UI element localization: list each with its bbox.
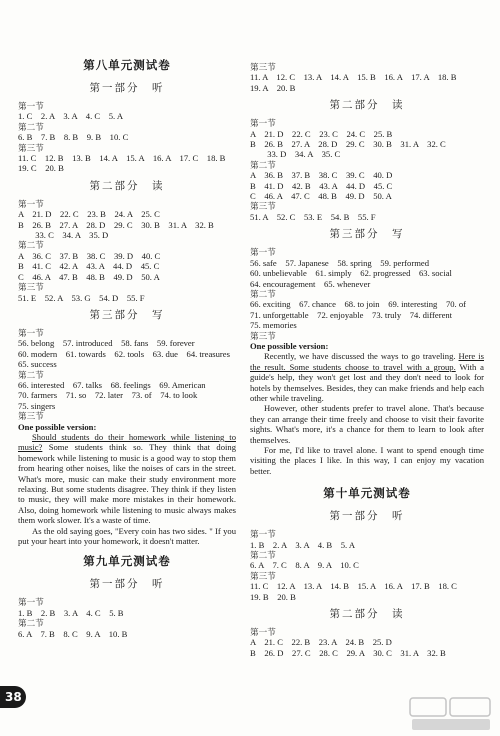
page-number: 38: [5, 690, 22, 704]
unit8-one-possible-version: One possible version:: [18, 421, 97, 432]
watermark-stamp-icon: [408, 696, 494, 732]
unit10-title: 第十单元测试卷: [323, 486, 411, 501]
section-label: 第一节: [250, 118, 276, 129]
answer-line: 64. encouragement 65. whenever: [250, 278, 371, 289]
section-label: 第三节: [250, 570, 276, 581]
unit9-section3-label: 第三节: [250, 330, 276, 341]
unit8-part3-answers: [18, 328, 236, 411]
unit8-essay-paragraph-1: [18, 432, 236, 526]
answer-line: B 26. B 27. A 28. D 29. C 30. B 31. A 32. C: [250, 139, 446, 150]
answer-line: 56. belong 57. introduced 58. fans 59. forever: [18, 338, 195, 349]
section-label: 第二节: [18, 618, 44, 629]
unit9-part1-answers: [18, 597, 236, 639]
answer-line: 51. A 52. C 53. E 54. B 55. F: [250, 211, 376, 222]
answer-line: 6. B 7. B 8. B 9. B 10. C: [18, 132, 129, 143]
section-label: 第一节: [250, 529, 276, 540]
unit8-section3-label: 第三节: [18, 411, 44, 422]
answer-line: 51. E 52. A 53. G 54. D 55. F: [18, 292, 145, 303]
answer-line: 1. B 2. B 3. A 4. C 5. B: [18, 607, 124, 618]
answer-line: 65. success: [18, 359, 57, 370]
section-label: 第一节: [18, 101, 44, 111]
answer-line: 56. safe 57. Japanese 58. spring 59. performed: [250, 257, 429, 268]
answer-line: 1. C 2. A 3. A 4. C 5. A: [18, 111, 124, 122]
unit9-part3-answers: [250, 247, 484, 330]
answer-line: 66. exciting 67. chance 68. to join 69. interesting 70. of: [250, 299, 466, 310]
section-label: 第三节: [18, 142, 44, 153]
answer-line: 11. C 12. B 13. B 14. A 15. A 16. A 17. C 18. B: [18, 153, 226, 164]
answer-line: 75. memories: [250, 320, 297, 331]
unit9-essay-paragraph-3: For me, I'd like to travel alone. I want to spend enough time visiting the places I like. In this way, I can enjoy my vacation better.: [250, 445, 484, 476]
answer-line: 11. C 12. A 13. A 14. B 15. A 16. A 17. B 18. C: [250, 581, 457, 592]
answer-line: B 41. D 42. B 43. A 44. D 45. C: [250, 180, 393, 191]
answer-line: 60. unbelievable 61. simply 62. progressed 63. social: [250, 268, 452, 279]
unit9-one-possible-version: One possible version:: [250, 340, 329, 351]
unit9-essay-p1-start: Recently, we have discussed the ways to go traveling.: [264, 351, 459, 362]
answer-line: 6. A 7. B 8. C 9. A 10. B: [18, 628, 128, 639]
answer-line: A 21. D 22. C 23. C 24. C 25. B: [250, 128, 393, 139]
section-label: 第二节: [18, 121, 44, 132]
section-label: 第三节: [18, 282, 44, 293]
section-label: 第二节: [18, 369, 44, 380]
answer-line: 70. farmers 71. so 72. later 73. of 74. to look: [18, 390, 198, 401]
answer-line: 19. C 20. B: [18, 163, 64, 174]
unit8-part1-title: 第一部分 听: [89, 82, 165, 94]
answer-line: C 46. A 47. B 48. B 49. D 50. A: [18, 271, 160, 282]
right-column: [250, 62, 484, 658]
unit10-part1-answers: [250, 529, 484, 602]
unit9-part2-title: 第二部分 读: [329, 99, 405, 112]
unit8-essay: [18, 432, 236, 546]
unit8-part2-title: 第二部分 读: [89, 179, 165, 192]
section-label: 第二节: [250, 159, 276, 170]
answer-line: A 21. D 22. C 23. B 24. A 25. C: [18, 209, 160, 220]
unit8-title: 第八单元测试卷: [83, 58, 171, 72]
unit8-part1-answers: [18, 101, 236, 174]
unit9-part1-title: 第一部分 听: [89, 578, 165, 591]
section-label: 第一节: [18, 597, 44, 608]
section-label: 第一节: [18, 198, 44, 209]
unit9-part1-section3-answers: [250, 62, 484, 93]
left-column: [18, 58, 236, 639]
answer-line: A 36. C 37. B 38. C 39. D 40. C: [18, 250, 161, 261]
answer-line: B 26. B 27. A 28. D 29. C 30. B 31. A 32. B: [18, 219, 214, 230]
answer-line: 75. singers: [18, 400, 56, 411]
answer-line: 33. D 34. A 35. C: [250, 149, 341, 160]
section-label: 第二节: [250, 550, 276, 561]
section-label: 第二节: [250, 288, 276, 299]
section-label: 第三节: [250, 201, 276, 212]
section-label: 第三节: [250, 62, 276, 72]
unit10-part2-title: 第二部分 读: [329, 608, 405, 621]
answer-line: 1. B 2. A 3. A 4. B 5. A: [250, 539, 356, 550]
answer-line: 33. C 34. A 35. D: [18, 230, 109, 241]
answer-line: B 41. C 42. A 43. A 44. D 45. C: [18, 261, 160, 272]
unit8-essay-underline: Should students do their homework while listening to music?: [18, 431, 236, 453]
unit9-essay-p1-rest: With a guide's help, they won't get lost and they don't need to look for hotels by themselves. Besides, they can make friends and help each other while traveling.: [250, 361, 484, 403]
answer-line: C 46. A 47. C 48. B 49. D 50. A: [250, 191, 392, 202]
answer-line: 11. A 12. C 13. A 14. A 15. B 16. A 17. A 18. B: [250, 72, 457, 83]
unit8-essay-paragraph-2: As the old saying goes, "Every coin has two sides. " If you put your heart into your homework, it doesn't matter.: [18, 525, 236, 547]
answer-line: 71. unforgettable 72. enjoyable 73. truly 74. different: [250, 309, 453, 320]
unit9-part2-answers: [250, 118, 484, 222]
answer-line: B 26. D 27. C 28. C 29. A 30. C 31. A 32. B: [250, 647, 446, 658]
answer-line: A 21. C 22. B 23. A 24. B 25. D: [250, 637, 392, 648]
unit10-part2-answers: [250, 627, 484, 658]
unit8-part2-answers: [18, 199, 236, 303]
answer-line: 6. A 7. C 8. A 9. A 10. C: [250, 560, 359, 571]
unit10-part1-title: 第一部分 听: [329, 510, 405, 523]
unit9-part3-title: 第三部分 写: [329, 228, 405, 241]
unit9-essay-paragraph-1: [250, 351, 484, 403]
answer-line: 66. interested 67. talks 68. feelings 69. American: [18, 379, 206, 390]
unit8-part3-title: 第三部分 写: [89, 308, 165, 321]
answer-line: 19. A 20. B: [250, 82, 296, 93]
unit9-title: 第九单元测试卷: [83, 554, 171, 569]
unit8-essay-paragraph-1-rest: Some students think so. They think that doing homework while listening to music is a good way to stop them from hearing other noises, like the noises of cars in the street. What's more, music can make their study environment more relaxing. But some students disagree. They think if they listen to music, they will make more mistakes in their homework. Also, doing homework while listening to music always makes them work slower. It's a waste of time.: [18, 442, 236, 526]
answer-line: 60. modern 61. towards 62. tools 63. due 64. treasures: [18, 348, 230, 359]
section-label: 第一节: [18, 327, 44, 338]
unit9-essay: [250, 351, 484, 476]
unit9-essay-paragraph-2: However, other students prefer to travel alone. That's because they can arrange their time freely and choose to visit their favorite sights. What's more, it's a chance for them to learn to look after themselves.: [250, 403, 484, 445]
section-label: 第二节: [18, 240, 44, 251]
answer-line: A 36. B 37. B 38. C 39. C 40. D: [250, 170, 393, 181]
section-label: 第一节: [250, 247, 276, 258]
unit9-essay-underline: Here is the result. Some students choose to travel with a group.: [250, 351, 484, 372]
section-label: 第一节: [250, 627, 276, 638]
answer-line: 19. B 20. B: [250, 591, 296, 602]
